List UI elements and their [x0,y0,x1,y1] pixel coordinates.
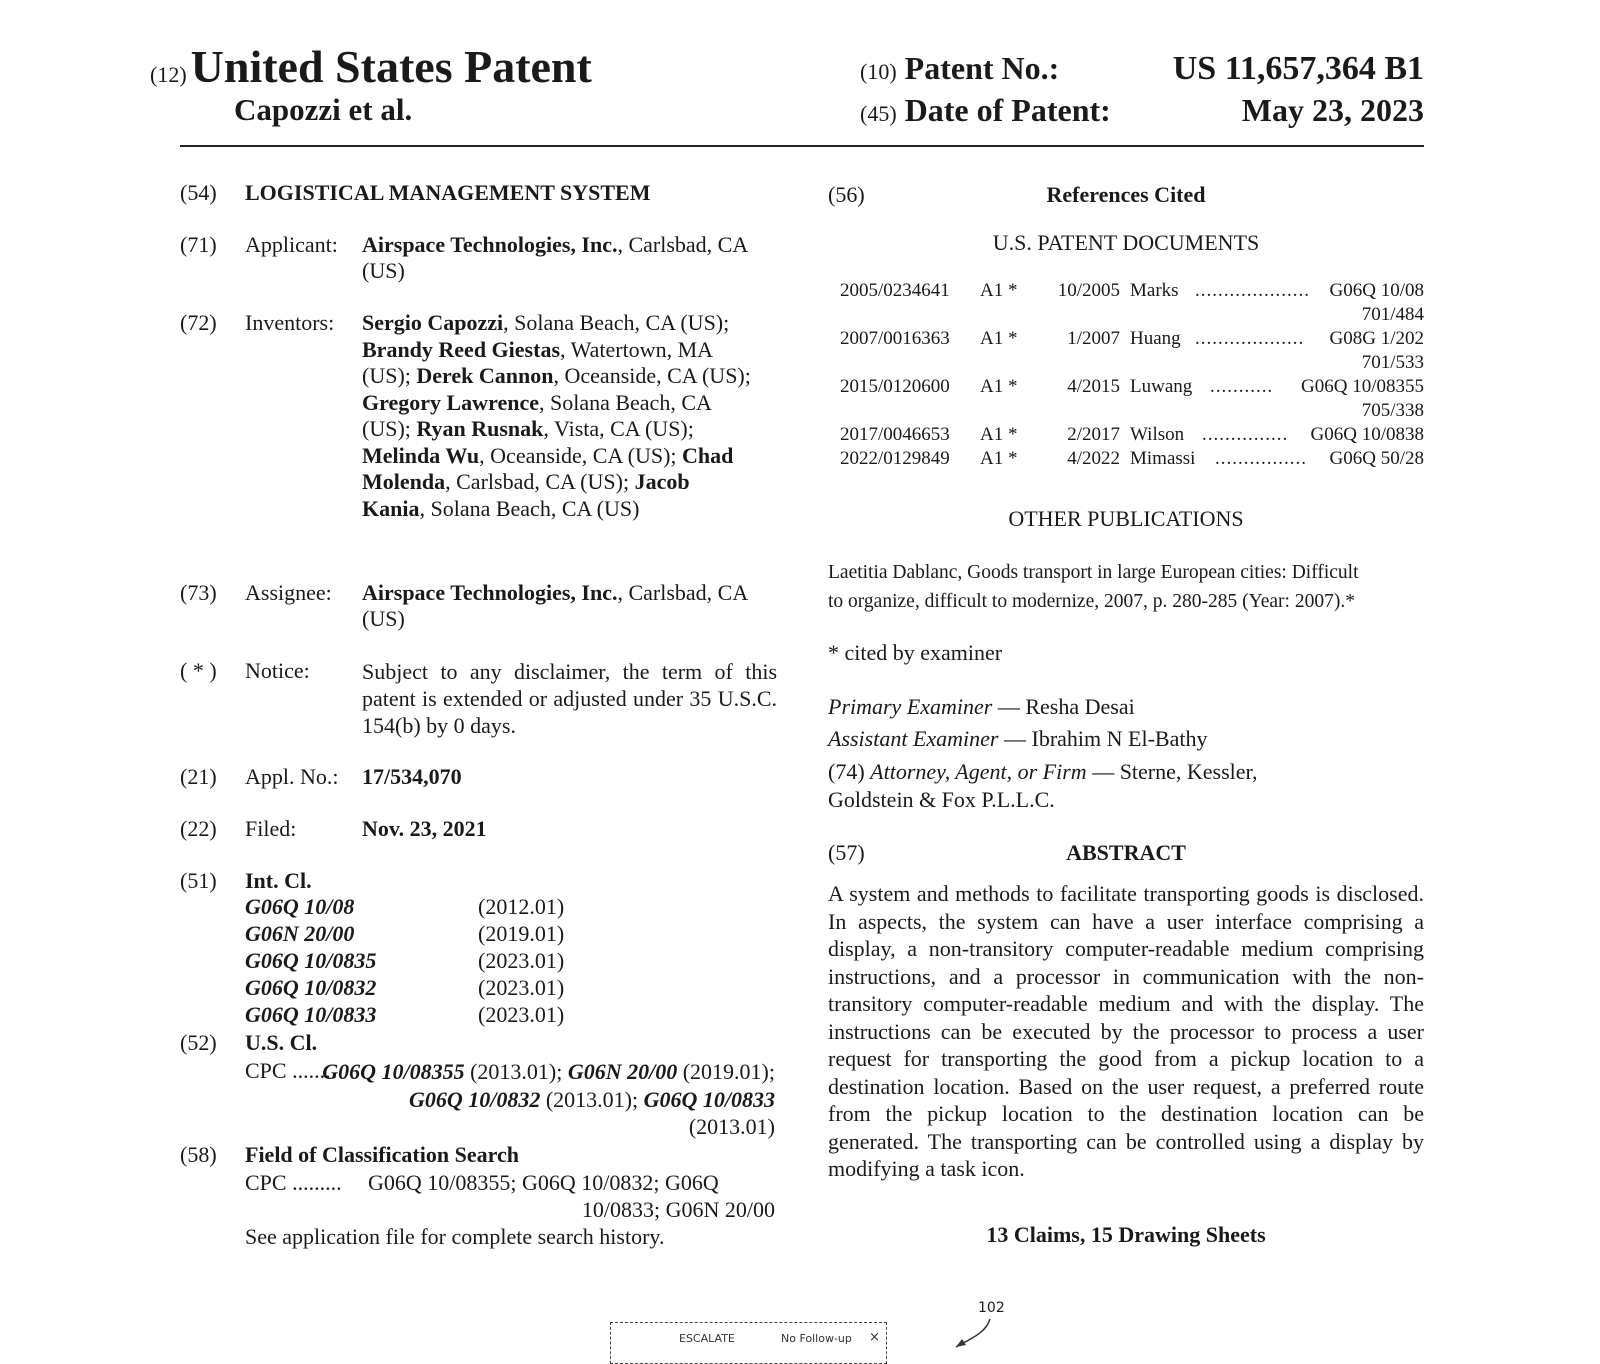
us-cl-values [320,1058,775,1141]
primary-examiner-name: — Resha Desai [992,694,1135,719]
patent-number-label: Patent No.: [904,50,1060,86]
appl-no-label: Appl. No.: [245,764,339,789]
field-57-num: (57) [828,840,865,865]
ref-date: 4/2022 [1067,448,1120,469]
cpc-dots: ....... [292,1058,331,1083]
search-cpc-dots: ......... [292,1170,342,1195]
assignee-name: Airspace Technologies, Inc. [362,580,618,605]
ref-class: G06Q 10/08355 [1301,376,1424,397]
int-cl-version: (2012.01) [478,894,565,919]
ref-dots: ................... [1195,328,1305,349]
inventor-location: , Oceanside, CA (US); [553,363,751,388]
ref-dots: ............... [1202,424,1289,445]
us-cl-label: U.S. Cl. [245,1030,318,1055]
ref-subclass: 701/533 [1361,352,1424,373]
appl-no-value: 17/534,070 [362,764,462,789]
abstract-text: A system and methods to facilitate transporting goods is disclosed. In aspects, the system can have a user interface comprising a display, a non-transitory computer-readable medium comprising instructions, and a processor in communication with the non-transitory computer-readable medium and with the display. The instructions can be executed by the processor to process a user request for transporting the good from a pickup location to a destination location. Based on the user request, a preferred route from the pickup location to the destination location can be generated. The transporting can be controlled using a display by modifying a task icon. [828,881,1424,1181]
other-pub-line: Laetitia Dablanc, Goods transport in large European cities: Difficult [828,562,1359,583]
inventor-location: , Oceanside, CA (US); [479,442,683,468]
search-history-note: See application file for complete search history. [245,1224,665,1249]
ref-class: G06Q 50/28 [1329,448,1424,469]
no-followup-label: No Follow-up [781,1332,852,1345]
us-cl-version: (2013.01) [688,1114,775,1139]
assistant-examiner-label: Assistant Examiner [828,726,999,751]
reference-row [840,376,1424,398]
invention-title: LOGISTICAL MANAGEMENT SYSTEM [245,180,651,205]
field-search-label: Field of Classification Search [245,1142,519,1167]
ref-name: Marks [1130,280,1179,301]
search-cpc-line2: 10/0833; G06N 20/00 [581,1197,775,1222]
close-icon: × [869,1330,880,1345]
filed-value: Nov. 23, 2021 [362,816,487,841]
us-cl-version: (2013.01); [464,1059,568,1084]
int-cl-version: (2023.01) [478,948,565,973]
int-cl-code: G06Q 10/08 [245,894,355,919]
field-56-num: (56) [828,182,865,207]
search-cpc: CPC [245,1170,287,1195]
field-72-num: (72) [180,310,217,335]
inventor-name: Brandy Reed Giestas [362,336,560,362]
us-cl-version: (2013.01); [540,1086,644,1112]
us-cl-code: G06Q 10/0832 [408,1086,541,1112]
field-54-num: (54) [180,180,217,205]
reference-row [840,328,1424,350]
us-cl-cpc-label [245,1058,331,1084]
leader-arrow-icon [950,1315,1000,1350]
ref-name: Mimassi [1130,448,1196,469]
escalate-label: ESCALATE [679,1332,735,1345]
us-cl-code: G06Q 10/08355 [322,1059,465,1084]
patent-date-label: Date of Patent: [904,92,1111,128]
inventor-name: Derek Cannon [416,363,554,388]
notice-text: Subject to any disclaimer, the term of this patent is extended or adjusted under 35 U.S.C. 154(b) by 0 days. [362,659,777,738]
ref-dots: ........... [1210,376,1274,397]
ref-number: 2007/0016363 [840,328,950,349]
field-73-num: (73) [180,580,217,605]
ref-subclass: 701/484 [1361,304,1424,325]
applicant-value [362,232,762,284]
ref-date: 2/2017 [1067,424,1120,445]
cited-by-examiner-note: * cited by examiner [828,640,1003,665]
figure-task-card [610,1322,887,1364]
other-publications-head: OTHER PUBLICATIONS [1008,506,1244,531]
ref-number: 2015/0120600 [840,376,950,397]
assignee-label: Assignee: [245,580,332,605]
us-patent-docs-head: U.S. PATENT DOCUMENTS [992,230,1260,255]
ref-name: Wilson [1130,424,1185,445]
int-cl-label: Int. Cl. [245,868,312,893]
patent-title: United States Patent [190,41,592,92]
search-cpc-line1: G06Q 10/08355; G06Q 10/0832; G06Q [368,1170,719,1195]
assistant-examiner-name: — Ibrahim N El-Bathy [998,726,1208,751]
code-10: (10) [860,59,897,84]
ref-name: Luwang [1130,376,1193,397]
field-71-num: (71) [180,232,217,257]
inventor-location: , Solana Beach, CA (US); [362,389,711,441]
field-52-num: (52) [180,1030,217,1055]
inventor-location: , Carlsbad, CA (US); [445,469,635,494]
inventor-name: Gregory Lawrence [362,389,539,415]
notice-num: ( * ) [180,658,217,683]
applicant-location: , Carlsbad, CA (US) [362,232,748,283]
int-cl-code: G06N 20/00 [245,921,355,946]
assignee-value [362,580,762,632]
ref-kind: A1 * [980,328,1018,349]
int-cl-code: G06Q 10/0832 [245,975,377,1000]
code-45: (45) [860,101,897,126]
ref-class: G08G 1/202 [1329,328,1424,349]
inventor-name: Sergio Capozzi [362,310,504,335]
inventor-name: Chad Molenda [362,442,734,494]
ref-kind: A1 * [980,448,1018,469]
ref-number: 2017/0046653 [840,424,950,445]
attorney [828,758,1258,814]
field-58-num: (58) [180,1142,217,1167]
references-cited-title: References Cited [1046,182,1206,207]
claims-summary: 13 Claims, 15 Drawing Sheets [986,1222,1266,1247]
code-12: (12) [150,62,187,87]
inventor-location: , Watertown, MA (US); [362,336,712,388]
ref-dots: ................ [1215,448,1307,469]
int-cl-version: (2019.01) [478,921,565,946]
cpc-label: CPC [245,1058,287,1083]
ref-number: 2022/0129849 [840,448,950,469]
ref-date: 10/2005 [1057,280,1120,301]
search-cpc-label [245,1170,342,1196]
reference-row [840,280,1424,302]
ref-date: 4/2015 [1067,376,1120,397]
patent-date: May 23, 2023 [1241,92,1424,128]
ref-class: G06Q 10/0838 [1310,424,1424,445]
ref-name: Huang [1130,328,1181,349]
ref-number: 2005/0234641 [840,280,950,301]
ref-class: G06Q 10/08 [1329,280,1424,301]
patent-title-row [150,40,592,96]
other-pub-line: to organize, difficult to modernize, 2007, p. 280-285 (Year: 2007).* [828,591,1355,612]
patent-number: US 11,657,364 B1 [1172,50,1424,87]
attorney-name-cont: Goldstein & Fox P.L.L.C. [828,787,1055,812]
ref-kind: A1 * [980,424,1018,445]
header-divider [180,145,1424,147]
inventor-name: Jacob Kania [362,469,690,521]
inventor-location: , Vista, CA (US); [543,416,694,441]
ref-kind: A1 * [980,280,1018,301]
field-51-num: (51) [180,868,217,893]
reference-row [840,448,1424,470]
applicant-label: Applicant: [245,232,338,257]
field-22-num: (22) [180,816,217,841]
int-cl-version: (2023.01) [478,1002,565,1027]
int-cl-code: G06Q 10/0833 [245,1002,377,1027]
ref-kind: A1 * [980,376,1018,397]
us-cl-code: G06N 20/00 [567,1059,678,1084]
inventor-name: Melinda Wu [362,442,480,468]
field-74-num: (74) [828,759,865,784]
ref-subclass: 705/338 [1361,400,1424,421]
assistant-examiner [828,726,1207,752]
filed-label: Filed: [245,816,297,841]
ref-date: 1/2007 [1067,328,1120,349]
authors: Capozzi et al. [234,92,413,127]
us-cl-version: (2019.01); [677,1059,775,1084]
us-cl-code: G06Q 10/0833 [643,1086,775,1112]
inventors-label: Inventors: [245,310,335,335]
inventor-name: Ryan Rusnak [416,416,544,441]
int-cl-code: G06Q 10/0835 [245,948,377,973]
inventors-list [362,310,757,522]
inventor-location: , Solana Beach, CA (US) [419,495,640,521]
primary-examiner-label: Primary Examiner [828,694,993,719]
abstract-head: ABSTRACT [1066,840,1186,865]
assignee-location: , Carlsbad, CA (US) [362,580,748,631]
ref-dots: .................... [1195,280,1310,301]
notice-label: Notice: [245,658,310,683]
int-cl-version: (2023.01) [478,975,565,1000]
applicant-name: Airspace Technologies, Inc. [362,232,618,257]
reference-numeral: 102 [978,1300,1005,1316]
attorney-label: Attorney, Agent, or Firm [870,759,1087,784]
attorney-name: — Sterne, Kessler, [1086,759,1258,784]
reference-row [840,424,1424,446]
primary-examiner [828,694,1135,720]
field-21-num: (21) [180,764,217,789]
inventor-location: , Solana Beach, CA (US); [503,310,730,335]
other-publication-entry [828,558,1424,616]
